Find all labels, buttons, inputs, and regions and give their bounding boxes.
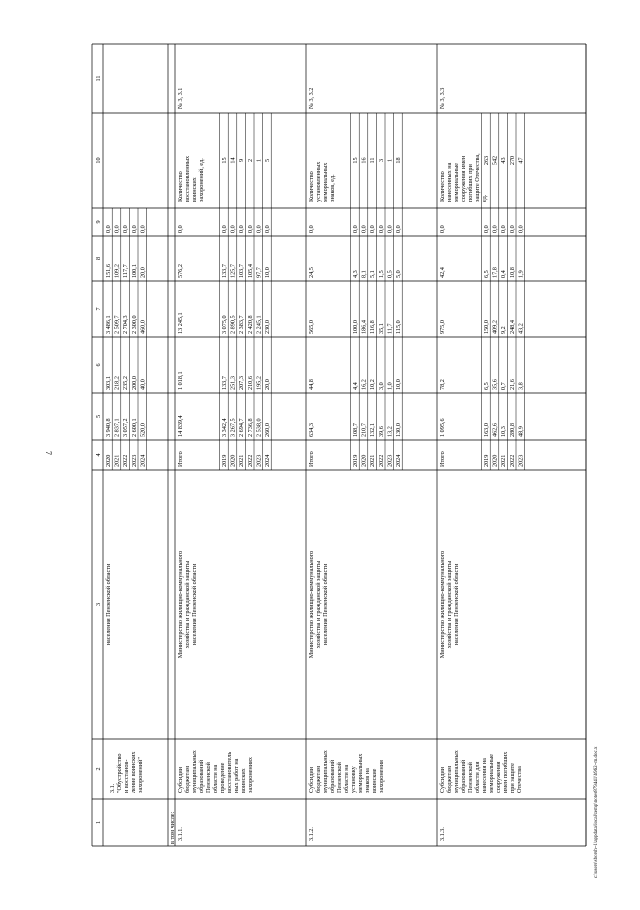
measure-name: области для: [474, 761, 481, 793]
measure-name: Пензенской: [467, 762, 474, 793]
data-value: 8,1: [360, 270, 368, 278]
subsection-label: в том числе:: [169, 811, 176, 844]
data-value: 2 694,7: [238, 418, 246, 437]
measure-name: Субсидии: [308, 767, 315, 793]
data-value: 2022: [122, 454, 130, 467]
measure-name: Пензенской: [336, 762, 343, 793]
data-value: 3 342,4: [221, 418, 228, 437]
total-value: 13 245,1: [177, 312, 184, 334]
indicator-text: ед.: [481, 194, 488, 202]
data-value: 0,0: [500, 225, 508, 233]
header-number: 1: [95, 820, 102, 825]
data-value: 230,0: [264, 320, 271, 334]
ministry-text: населения Пензенской области: [191, 563, 198, 646]
indicator-value: 2: [246, 158, 254, 163]
measure-name: ление воинских: [130, 751, 137, 793]
data-value: 2 736,8: [246, 418, 254, 437]
data-value: 2 600,1: [130, 418, 138, 437]
header-number: 5: [95, 414, 102, 419]
data-value: 10,8: [508, 267, 516, 278]
measure-name: области на: [343, 764, 350, 793]
data-value: 0,0: [113, 225, 121, 233]
data-value: 17,8: [491, 267, 499, 278]
data-value: 0,0: [139, 225, 147, 233]
reference-text: № 3, 3.2: [308, 87, 315, 109]
ministry-text: населения Пензенской области: [453, 563, 460, 646]
indicator-text: установленных: [315, 161, 322, 202]
data-value: 10,0: [395, 379, 402, 390]
data-value: 150,0: [483, 320, 490, 334]
total-value: 42,4: [439, 267, 446, 278]
data-value: 40,0: [139, 379, 147, 390]
data-value: 0,0: [491, 225, 499, 233]
data-value: 0,0: [255, 225, 263, 233]
total-value: 78,2: [439, 379, 446, 390]
data-value: 6,5: [483, 270, 490, 278]
indicator-value: 270: [508, 155, 516, 166]
measure-name: образований: [198, 759, 205, 793]
data-value: 0,0: [229, 225, 237, 233]
measure-name: мемориальные: [488, 753, 495, 793]
data-value: 235,2: [122, 376, 130, 390]
measure-name: "Обустройство: [116, 753, 123, 793]
data-value: 9,2: [500, 326, 508, 334]
indicator-text: Количество: [439, 171, 446, 202]
measure-name: бюджетам: [184, 766, 191, 793]
total-value: 565,0: [308, 320, 315, 334]
header-number: 7: [95, 307, 102, 311]
indicator-text: нанесенных на: [446, 162, 453, 202]
data-value: 103,7: [238, 264, 246, 278]
indicator-text: мемориальные: [453, 162, 460, 202]
data-value: 10,0: [264, 267, 271, 278]
data-value: 20,0: [139, 267, 147, 278]
data-value: 16,2: [360, 379, 368, 390]
data-value: 2023: [517, 454, 525, 467]
indicator-text: погибших при: [467, 164, 474, 202]
data-value: 303,1: [105, 376, 112, 390]
data-value: 117,7: [122, 264, 130, 278]
data-value: 2023: [386, 454, 394, 467]
total-value: Итого: [308, 451, 315, 467]
data-value: 0,0: [221, 225, 228, 233]
data-value: 0,0: [395, 225, 402, 233]
measure-name: муниципальных: [453, 750, 460, 793]
data-value: 116,8: [369, 320, 377, 334]
measure-name: сооружения: [495, 761, 502, 793]
data-value: 2021: [500, 454, 508, 467]
total-value: 576,2: [177, 264, 184, 278]
data-value: 2 837,1: [113, 418, 121, 437]
total-value: 24,5: [308, 267, 315, 278]
ministry-text: населения Пензенской области: [105, 563, 112, 646]
measure-name: и восстанов-: [123, 759, 130, 793]
header-number: 3: [95, 602, 102, 607]
indicator-value: 11: [369, 157, 377, 164]
data-value: 2021: [369, 454, 377, 467]
ministry-text: населения Пензенской области: [322, 563, 329, 646]
data-value: 2 509,7: [113, 315, 121, 334]
data-value: 2022: [377, 454, 385, 467]
data-value: 39,6: [377, 426, 385, 437]
measure-name: бюджетам: [315, 766, 322, 793]
indicator-text: Количество: [177, 171, 184, 202]
data-value: 4,3: [352, 270, 359, 278]
data-value: 195,2: [255, 376, 263, 390]
indicator-value: 14: [229, 157, 237, 164]
data-value: 520,0: [139, 423, 147, 437]
data-value: 0,0: [238, 225, 246, 233]
data-value: 280,8: [508, 423, 516, 437]
measure-name: образований: [329, 759, 336, 793]
measure-name: муниципальных: [191, 750, 198, 793]
data-value: 0,4: [500, 270, 508, 278]
data-value: 260,0: [264, 423, 271, 437]
data-value: 105,4: [246, 264, 254, 278]
data-value: 2024: [395, 454, 402, 467]
data-value: 200,0: [130, 376, 138, 390]
data-value: 0,0: [264, 225, 271, 233]
indicator-text: восстановленных: [184, 155, 191, 202]
data-value: 0,0: [386, 225, 394, 233]
indicator-text: захоронений, ед.: [198, 158, 205, 202]
indicator-value: 3: [377, 158, 385, 163]
indicator-value: 15: [352, 157, 359, 164]
data-value: 460,0: [139, 320, 147, 334]
data-value: 1,5: [377, 270, 385, 278]
total-value: 44,8: [308, 379, 315, 390]
measure-name: проведение: [219, 762, 226, 793]
data-value: 0,0: [508, 225, 516, 233]
data-value: 125,7: [229, 264, 237, 278]
data-value: 2022: [508, 454, 516, 467]
data-value: 3 057,2: [122, 418, 130, 437]
ministry-text: хозяйства и гражданской защиты: [184, 560, 191, 649]
data-value: 3 486,1: [105, 315, 112, 334]
data-value: 2019: [352, 454, 359, 467]
measure-name: Субсидии: [439, 767, 446, 793]
reference-text: № 3, 3.3: [439, 87, 446, 109]
data-value: 2021: [113, 454, 121, 467]
data-value: 100,1: [130, 264, 138, 278]
data-value: 2 704,3: [122, 315, 130, 334]
data-value: 2020: [491, 454, 499, 467]
measure-name: бюджетам: [446, 766, 453, 793]
row-id: 3.1.3.: [439, 827, 446, 841]
data-value: 0,0: [352, 225, 359, 233]
header-number: 4: [95, 453, 102, 457]
measure-name: Отечества: [516, 766, 523, 793]
ministry-text: хозяйства и гражданской защиты: [315, 560, 322, 649]
data-value: 1,0: [386, 382, 394, 390]
measure-name: воинские: [371, 768, 378, 793]
data-value: 2 383,7: [238, 315, 246, 334]
data-value: 11,7: [386, 323, 394, 334]
indicator-text: защите Отечества,: [474, 153, 481, 202]
data-value: 3,0: [377, 382, 385, 390]
total-value: 634,3: [308, 423, 315, 437]
data-value: 43,2: [517, 323, 525, 334]
data-value: 0,0: [369, 225, 377, 233]
data-value: 0,5: [386, 270, 394, 278]
data-value: 4,4: [352, 382, 359, 390]
total-value: 1 095,6: [439, 418, 446, 437]
ministry-text: хозяйства и гражданской защиты: [446, 560, 453, 649]
footer-path: c:\users\sborsh~1\appdata\local\temp\notes879441\b962~m.doc.x: [594, 746, 599, 878]
data-value: 210,6: [246, 376, 254, 390]
data-value: 0,0: [360, 225, 368, 233]
data-value: 2024: [264, 454, 271, 467]
data-value: 100,0: [352, 320, 359, 334]
measure-name: восстановитель: [226, 751, 233, 793]
data-value: 0,0: [130, 225, 138, 233]
data-value: 115,0: [395, 320, 402, 334]
data-value: 0,0: [122, 225, 130, 233]
data-value: 10,3: [500, 426, 508, 437]
data-value: 2020: [229, 454, 237, 467]
data-value: 2023: [130, 454, 138, 467]
data-value: 3,8: [517, 382, 525, 390]
indicator-text: воинских: [191, 177, 198, 202]
indicator-value: 18: [395, 157, 402, 164]
data-value: 2020: [105, 454, 112, 467]
data-value: 2021: [238, 454, 246, 467]
data-value: 132,1: [369, 423, 377, 437]
measure-name: захоронения: [378, 760, 385, 793]
data-value: 3 075,0: [221, 315, 228, 334]
data-value: 2 420,8: [246, 315, 254, 334]
data-value: 2 245,1: [255, 315, 263, 334]
data-value: 218,2: [113, 376, 121, 390]
indicator-value: 1: [386, 158, 394, 163]
data-value: 108,7: [352, 423, 359, 437]
indicator-value: 47: [517, 157, 525, 164]
data-value: 3 267,5: [229, 418, 237, 437]
data-value: 248,4: [508, 320, 516, 334]
total-value: Итого: [439, 451, 446, 467]
indicator-value: 542: [491, 155, 499, 166]
measure-name: образований: [460, 759, 467, 793]
total-value: 0,0: [439, 225, 446, 233]
data-value: 186,4: [360, 320, 368, 334]
data-value: 0,0: [246, 225, 254, 233]
data-value: 2 890,5: [229, 315, 237, 334]
measure-name: воинских: [240, 768, 247, 793]
data-value: 3 940,8: [105, 418, 112, 437]
data-value: 462,6: [491, 423, 499, 437]
data-value: 6,5: [483, 382, 490, 390]
header-number: 11: [95, 75, 102, 82]
indicator-text: знаков, ед.: [329, 174, 336, 202]
measure-name: знаков на: [364, 768, 371, 793]
data-value: 133,7: [221, 264, 228, 278]
indicator-value: 5: [264, 158, 271, 163]
table-text: [95, 76, 524, 844]
measure-name: области на: [212, 764, 219, 793]
measure-name: Субсидии: [177, 767, 184, 793]
header-number: 10: [95, 157, 102, 164]
indicator-value: 43: [500, 157, 508, 164]
data-value: 5,1: [369, 270, 377, 278]
data-value: 13,2: [386, 426, 394, 437]
data-value: 97,7: [255, 267, 263, 278]
row-id: 3.1.1.: [177, 827, 184, 841]
row-id: 3.1.2.: [308, 827, 315, 841]
measure-name: захоронений": [137, 757, 144, 793]
indicator-value: 15: [221, 157, 228, 164]
ministry-text: Министерство жилищно-коммунального: [177, 550, 184, 659]
measure-name: муниципальных: [322, 750, 329, 793]
data-value: 2020: [360, 454, 368, 467]
measure-name: при защите: [509, 763, 516, 793]
data-value: 0,0: [105, 225, 112, 233]
data-value: 2023: [255, 454, 263, 467]
indicator-value: 263: [483, 155, 490, 166]
header-number: 8: [95, 256, 102, 261]
header-number: 9: [95, 220, 102, 224]
measure-name: захоронениях: [247, 757, 254, 793]
data-value: 151,6: [105, 264, 112, 278]
total-value: 0,0: [308, 225, 315, 233]
ministry-text: Министерство жилищно-коммунального: [308, 550, 315, 659]
total-value: 1 018,1: [177, 371, 184, 390]
header-number: 6: [95, 363, 102, 367]
reference-text: № 3, 3.1: [177, 87, 184, 109]
data-value: 1,9: [517, 270, 525, 278]
data-value: 207,3: [238, 376, 246, 390]
measure-name: мемориальных: [357, 753, 364, 793]
data-value: 2019: [483, 454, 490, 467]
data-value: 2019: [221, 454, 228, 467]
data-value: 48,9: [517, 426, 525, 437]
indicator-text: Количество: [308, 171, 315, 202]
indicator-value: 9: [238, 158, 246, 163]
data-value: 20,0: [264, 379, 271, 390]
data-value: 130,0: [395, 423, 402, 437]
data-value: 133,7: [221, 376, 228, 390]
measure-name: установку: [350, 766, 357, 793]
data-value: 35,1: [377, 323, 385, 334]
data-value: 409,2: [491, 320, 499, 334]
data-value: 2 538,0: [255, 418, 263, 437]
data-value: 21,6: [508, 379, 516, 390]
data-value: 35,6: [491, 379, 499, 390]
data-value: 210,7: [360, 423, 368, 437]
data-value: 2022: [246, 454, 254, 467]
data-value: 5,0: [395, 270, 402, 278]
measure-name: 3.1.: [109, 783, 116, 793]
measure-name: Пензенской: [205, 762, 212, 793]
data-value: 0,0: [517, 225, 525, 233]
measure-name: имен погибших: [502, 751, 509, 793]
data-value: 109,2: [113, 264, 121, 278]
measure-name: ных работ на: [233, 758, 240, 793]
indicator-value: 16: [360, 157, 368, 164]
page-number: 7: [44, 451, 53, 455]
data-value: 0,0: [377, 225, 385, 233]
measure-name: нанесения на: [481, 758, 488, 793]
total-value: 0,0: [177, 225, 184, 233]
data-value: 163,0: [483, 423, 490, 437]
total-value: 975,0: [439, 320, 446, 334]
data-value: 2024: [139, 454, 147, 467]
total-value: 14 839,4: [177, 415, 184, 437]
indicator-text: сооружения имен: [460, 155, 467, 202]
ministry-text: Министерство жилищно-коммунального: [439, 550, 446, 659]
data-value: 10,2: [369, 379, 377, 390]
indicator-value: 1: [255, 158, 263, 163]
data-value: 0,0: [483, 225, 490, 233]
indicator-text: мемориальных: [322, 162, 329, 202]
data-value: 251,3: [229, 376, 237, 390]
data-value: 0,7: [500, 382, 508, 390]
total-value: Итого: [177, 451, 184, 467]
data-value: 2 300,0: [130, 315, 138, 334]
header-number: 2: [95, 767, 102, 771]
